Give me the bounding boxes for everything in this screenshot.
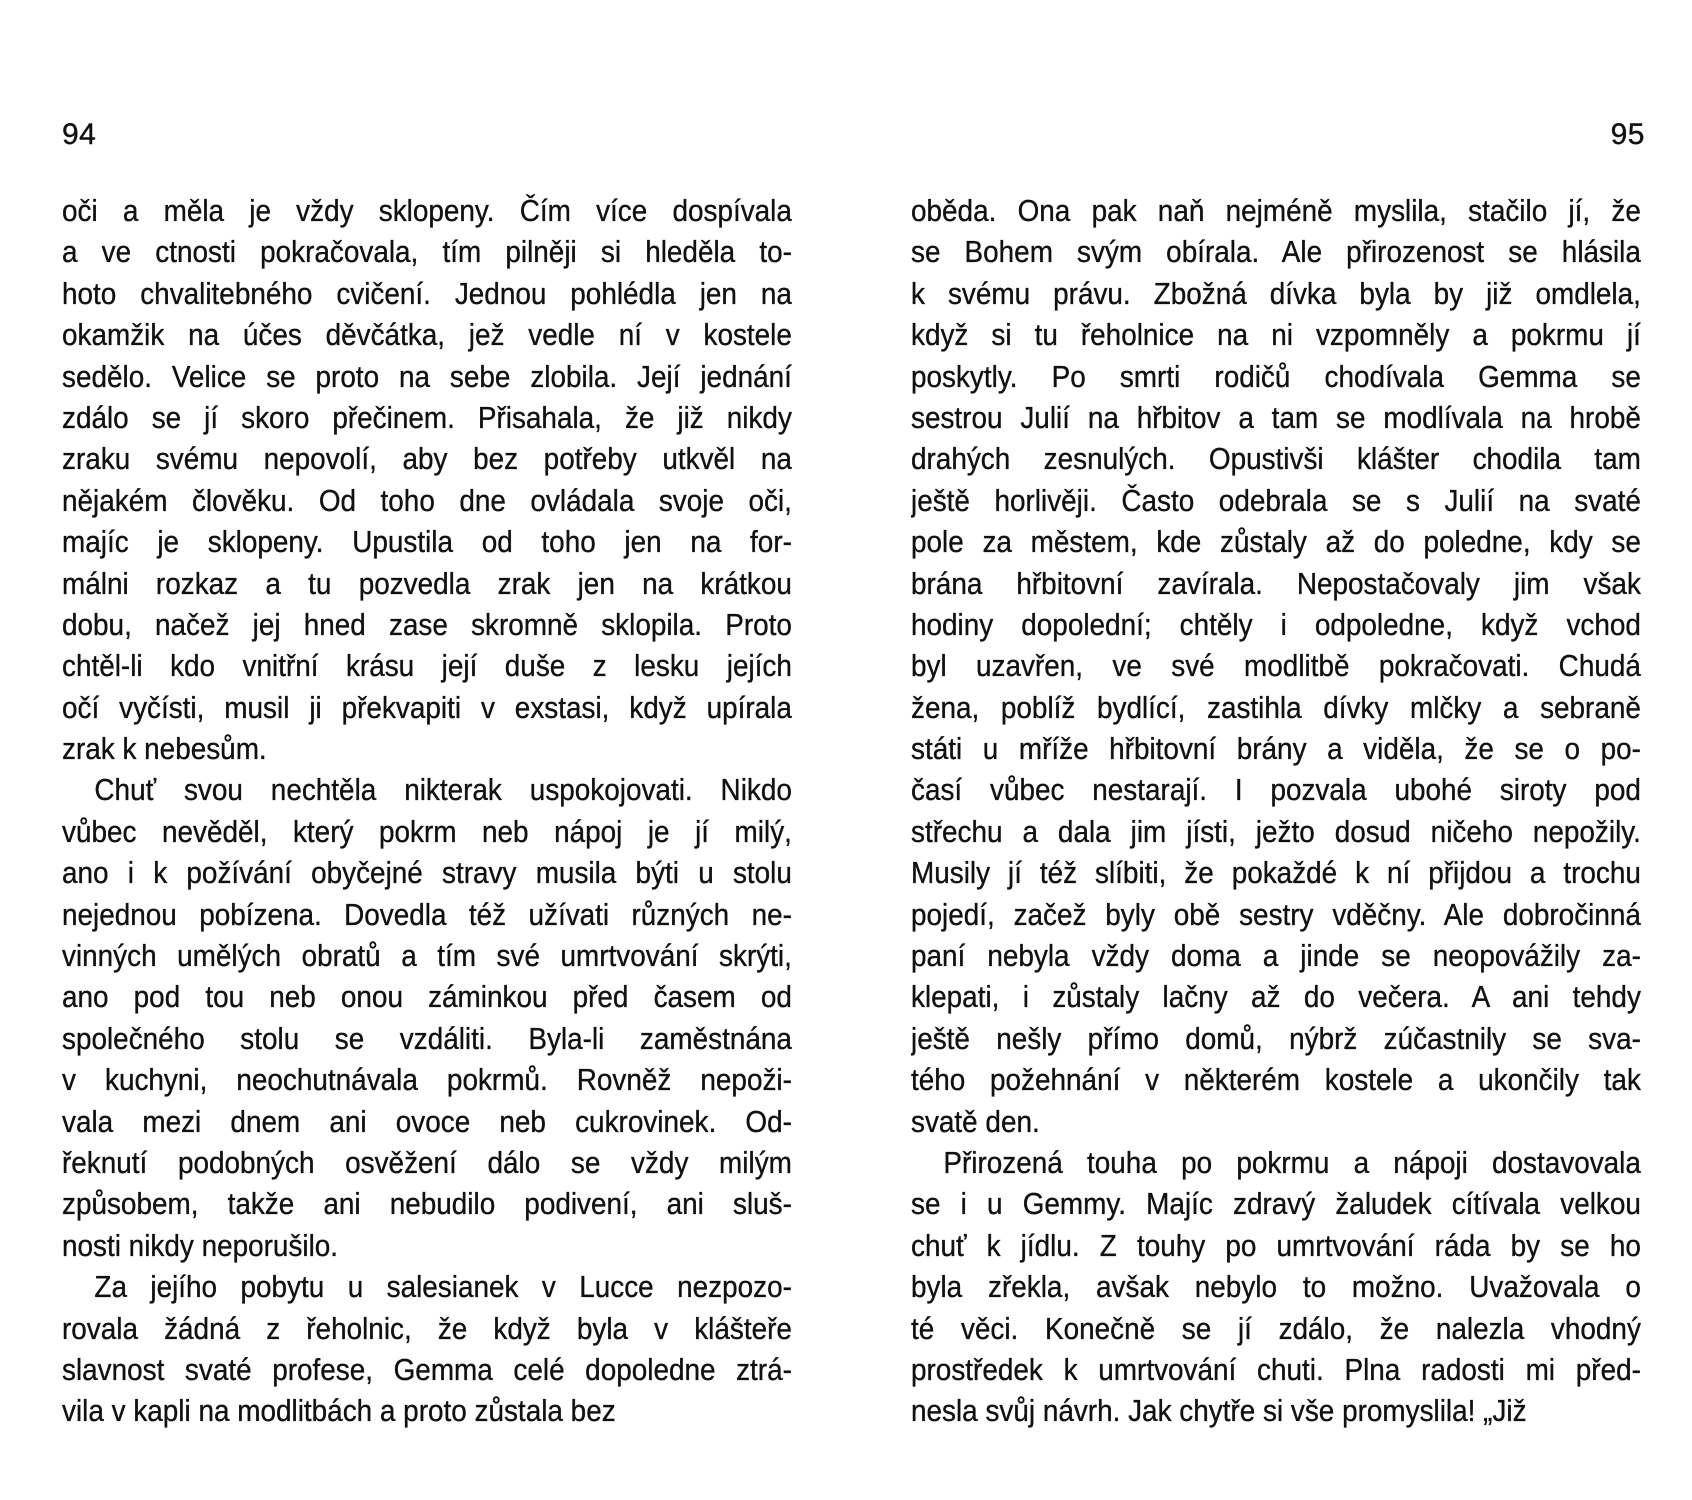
- text-line: chtěl-li kdo vnitřní krásu její duše z lesku jejích: [62, 648, 792, 684]
- text-line: zdálo se jí skoro přečinem. Přisahala, že již nikdy: [62, 399, 792, 435]
- text-line: tého požehnání v některém kostele a ukončily tak: [911, 1062, 1641, 1098]
- text-line: chuť k jídlu. Z touhy po umrtvování ráda by se ho: [911, 1227, 1641, 1263]
- text-line: byla zřekla, avšak nebylo to možno. Uvažovala o: [911, 1269, 1641, 1305]
- text-line: se Bohem svým obírala. Ale přirozenost se hlásila: [911, 234, 1641, 270]
- text-line: k svému právu. Zbožná dívka byla by již omdlela,: [911, 275, 1641, 311]
- text-line: vinných umělých obratů a tím své umrtvování skrýti,: [62, 938, 792, 974]
- paragraph: [62, 190, 792, 769]
- text-line: státi u mříže hřbitovní brány a viděla, že se o po-: [911, 731, 1641, 767]
- text-line: ještě horlivěji. Často odebrala se s Julií na svaté: [911, 482, 1641, 518]
- text-line: hoto chvalitebného cvičení. Jednou pohlédla jen na: [62, 275, 792, 311]
- text-line: Chuť svou nechtěla nikterak uspokojovati. Nikdo: [94, 772, 792, 808]
- text-line: oběda. Ona pak naň nejméně myslila, stačilo jí, že: [911, 193, 1641, 228]
- text-line: a ve ctnosti pokračovala, tím pilněji si hleděla to-: [62, 234, 792, 270]
- text-line: sedělo. Velice se proto na sebe zlobila. Její jednání: [62, 358, 792, 394]
- text-line: nějakém člověku. Od toho dne ovládala svoje oči,: [62, 482, 792, 518]
- paragraph: [62, 769, 792, 1266]
- text-line: zrak k nebesům.: [62, 731, 267, 767]
- page-number-right: 95: [1610, 118, 1645, 151]
- text-line: sestrou Julií na hřbitov a tam se modlívala na hrobě: [911, 399, 1641, 435]
- text-line: nosti nikdy neporušilo.: [62, 1227, 339, 1263]
- text-line: majíc je sklopeny. Upustila od toho jen na for-: [62, 524, 792, 560]
- text-line: slavnost svaté profese, Gemma celé dopoledne ztrá-: [62, 1351, 792, 1387]
- text-line: nejednou pobízena. Dovedla též užívati různých ne-: [62, 896, 792, 932]
- text-line: Přirozená touha po pokrmu a nápoji dostavovala: [943, 1144, 1641, 1180]
- text-line: vala mezi dnem ani ovoce neb cukrovinek. Od-: [62, 1103, 792, 1139]
- text-line: pole za městem, kde zůstaly až do poledne, kdy se: [911, 524, 1641, 560]
- text-line: ano pod tou neb onou záminkou před časem od: [62, 979, 792, 1015]
- paragraph: [911, 190, 1641, 1142]
- text-line: střechu a dala jim jísti, ježto dosud ničeho nepožily.: [911, 813, 1641, 849]
- text-line: brána hřbitovní zavírala. Nepostačovaly jim však: [911, 565, 1641, 601]
- page-number-left: 94: [62, 118, 97, 151]
- text-line: vůbec nevěděl, který pokrm neb nápoj je jí milý,: [62, 813, 792, 849]
- text-line: Musily jí též slíbiti, že pokaždé k ní přijdou a trochu: [911, 855, 1641, 891]
- text-line: ještě nešly přímo domů, nýbrž zúčastnily se sva-: [911, 1020, 1641, 1056]
- text-line: paní nebyla vždy doma a jinde se neopovážily za-: [911, 938, 1641, 974]
- text-line: když si tu řeholnice na ni vzpomněly a pokrmu jí: [911, 317, 1641, 353]
- text-line: časí vůbec nestarají. I pozvala ubohé siroty pod: [911, 772, 1641, 808]
- text-line: způsobem, takže ani nebudilo podivení, ani sluš-: [62, 1186, 792, 1222]
- text-line: dobu, načež jej hned zase skromně sklopila. Proto: [62, 606, 792, 642]
- text-line: se i u Gemmy. Majíc zdravý žaludek cítívala velkou: [911, 1186, 1641, 1222]
- text-line: klepati, i zůstaly lačny až do večera. A ani tehdy: [911, 979, 1641, 1015]
- text-line: rovala žádná z řeholnic, že když byla v klášteře: [62, 1310, 792, 1346]
- text-line: Za jejího pobytu u salesianek v Lucce nezpozo-: [94, 1269, 792, 1305]
- text-line: oči a měla je vždy sklopeny. Čím více dospívala: [62, 193, 792, 228]
- text-line: pojedí, začež byly obě sestry vděčny. Ale dobročinná: [911, 896, 1641, 932]
- text-line: řeknutí podobných osvěžení dálo se vždy milým: [62, 1144, 792, 1180]
- left-page-text: [62, 190, 792, 1432]
- text-line: ano i k požívání obyčejné stravy musila býti u stolu: [62, 855, 792, 891]
- text-line: hodiny dopolední; chtěly i odpoledne, když vchod: [911, 606, 1641, 642]
- text-line: nesla svůj návrh. Jak chytře si vše promyslila! „Již: [911, 1393, 1527, 1429]
- paragraph: [911, 1142, 1641, 1432]
- text-line: poskytly. Po smrti rodičů chodívala Gemma se: [911, 358, 1641, 394]
- text-line: svatě den.: [911, 1103, 1040, 1139]
- text-line: očí vyčísti, musil ji překvapiti v exstasi, když upírala: [62, 689, 792, 725]
- text-line: prostředek k umrtvování chuti. Plna radosti mi před-: [911, 1351, 1641, 1387]
- text-line: okamžik na účes děvčátka, jež vedle ní v kostele: [62, 317, 792, 353]
- text-line: vila v kapli na modlitbách a proto zůstala bez: [62, 1393, 616, 1429]
- text-line: žena, poblíž bydlící, zastihla dívky mlčky a sebraně: [911, 689, 1641, 725]
- text-line: málni rozkaz a tu pozvedla zrak jen na krátkou: [62, 565, 792, 601]
- text-line: společného stolu se vzdáliti. Byla-li zaměstnána: [62, 1020, 792, 1056]
- text-line: zraku svému nepovolí, aby bez potřeby utkvěl na: [62, 441, 792, 477]
- paragraph: [62, 1266, 792, 1432]
- text-line: drahých zesnulých. Opustivši klášter chodila tam: [911, 441, 1641, 477]
- text-line: v kuchyni, neochutnávala pokrmů. Rovněž nepoži-: [62, 1062, 792, 1098]
- text-line: byl uzavřen, ve své modlitbě pokračovati. Chudá: [911, 648, 1641, 684]
- right-page-text: [911, 190, 1641, 1432]
- text-line: té věci. Konečně se jí zdálo, že nalezla vhodný: [911, 1310, 1641, 1346]
